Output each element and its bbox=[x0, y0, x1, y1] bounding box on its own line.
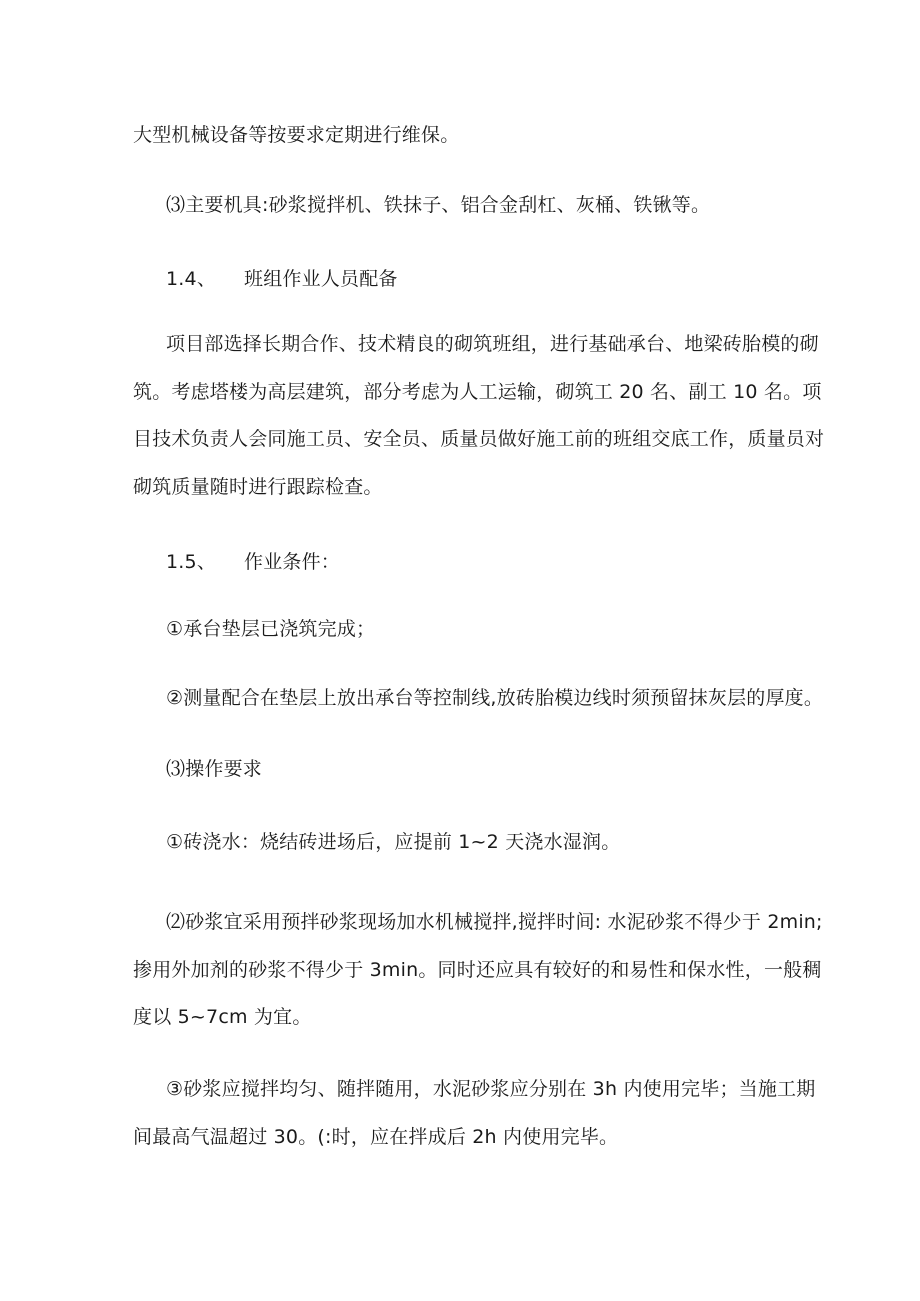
paragraph-line: 度以 5~7cm 为宜。 bbox=[133, 1006, 312, 1028]
paragraph-line: ①承台垫层已浇筑完成； bbox=[166, 618, 376, 640]
section-title: 班组作业人员配备 bbox=[244, 268, 398, 290]
paragraph-line: ③砂浆应搅拌均匀、随拌随用，水泥砂浆应分别在 3h 内使用完毕；当施工期 bbox=[166, 1078, 816, 1100]
section-number: 1.4、 bbox=[166, 268, 217, 290]
paragraph-line: 项目部选择长期合作、技术精良的砌筑班组，进行基础承台、地梁砖胎模的砌 bbox=[166, 333, 819, 355]
section-heading bbox=[166, 267, 398, 291]
paragraph-line: 砌筑质量随时进行跟踪检查。 bbox=[133, 476, 383, 498]
subheading: ⑶操作要求 bbox=[166, 758, 263, 780]
paragraph-line: 目技术负责人会同施工员、安全员、质量员做好施工前的班组交底工作，质量员对 bbox=[133, 428, 825, 450]
paragraph-line: ①砖浇水：烧结砖进场后，应提前 1~2 天浇水湿润。 bbox=[166, 831, 621, 853]
paragraph-line: ②测量配合在垫层上放出承台等控制线,放砖胎模边线时须预留抹灰层的厚度。 bbox=[166, 687, 824, 709]
paragraph-line: 掺用外加剂的砂浆不得少于 3min。同时还应具有较好的和易性和保水性，一般稠 bbox=[133, 959, 822, 981]
paragraph-line: 大型机械设备等按要求定期进行维保。 bbox=[133, 124, 460, 146]
paragraph-line: ⑶主要机具:砂浆搅拌机、铁抹子、铝合金刮杠、灰桶、铁锹等。 bbox=[166, 194, 711, 216]
paragraph-line: ⑵砂浆宜采用预拌砂浆现场加水机械搅拌,搅拌时间: 水泥砂浆不得少于 2min; bbox=[166, 911, 823, 933]
paragraph-line: 筑。考虑塔楼为高层建筑，部分考虑为人工运输，砌筑工 20 名、副工 10 名。项 bbox=[133, 381, 822, 403]
paragraph-line: 间最高气温超过 30。(:时，应在拌成后 2h 内使用完毕。 bbox=[133, 1126, 619, 1148]
section-heading bbox=[166, 550, 340, 574]
section-number: 1.5、 bbox=[166, 551, 217, 573]
section-title: 作业条件： bbox=[244, 551, 341, 573]
